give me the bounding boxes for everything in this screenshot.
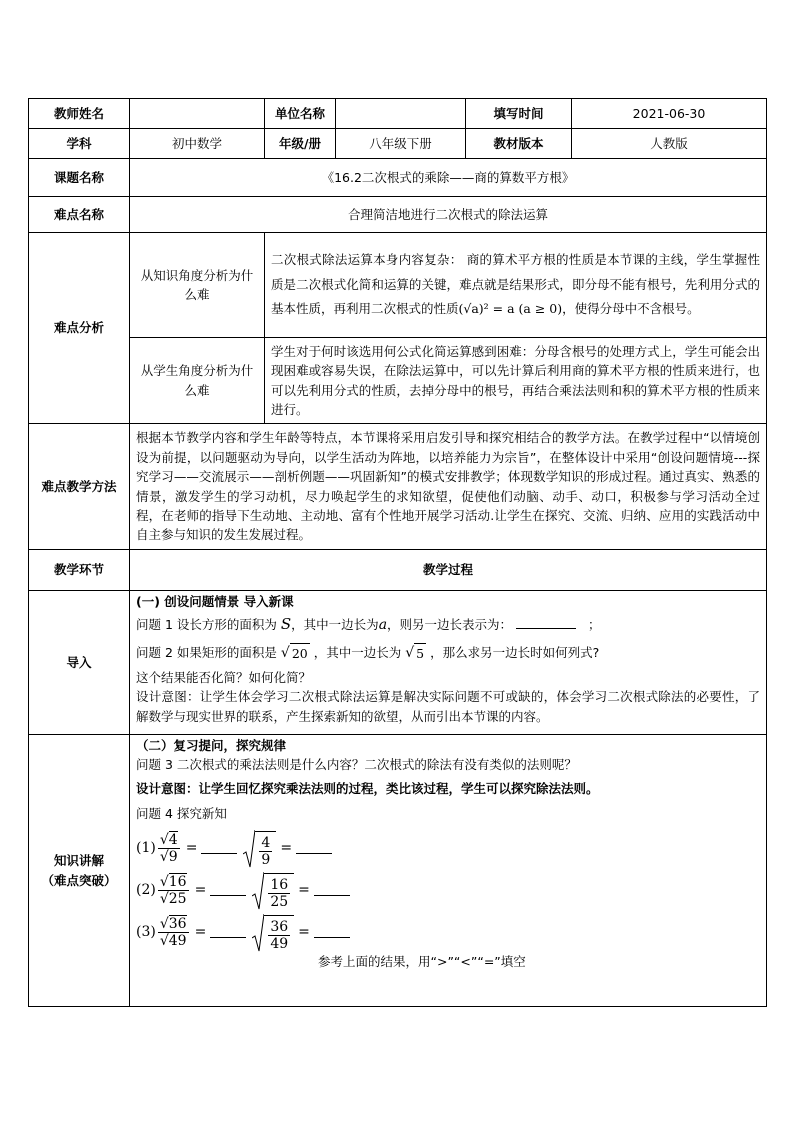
exercise-index: (3): [136, 923, 156, 940]
equals-sign: =: [280, 839, 293, 856]
exercise-index: (1): [136, 839, 156, 856]
unit-label: 单位名称: [265, 99, 336, 129]
question-4: 问题 4 探究新知: [136, 806, 227, 822]
knowledge-design: 设计意图：让学生回忆探究乘法法则的过程，类比该过程，学生可以探究除法法则。: [136, 780, 599, 796]
inner-denominator: 25: [270, 893, 289, 910]
analysis-row-knowledge: [29, 233, 767, 338]
radical-sign: [243, 830, 255, 868]
answer-blank: [314, 886, 350, 896]
sqrt-20: √ 20: [281, 643, 310, 665]
sqrt-20-radicand: 20: [290, 643, 310, 665]
inner-fraction: [268, 878, 290, 909]
knowledge-angle-label: 从知识角度分析为什么难: [130, 233, 265, 338]
exercise-item: [136, 830, 760, 868]
grade-value: 八年级下册: [336, 129, 466, 159]
knowledge-angle-text: [265, 233, 767, 338]
inner-fraction: [259, 836, 272, 867]
answer-blank: [210, 928, 246, 938]
q1-text-c: ，则另一边长表示为：: [387, 617, 513, 633]
fraction-denominator: √9: [159, 849, 178, 865]
numerator-radicand: 36: [168, 916, 187, 932]
knowledge-row: [29, 735, 767, 1007]
equals-sign: =: [298, 923, 310, 940]
fraction-denominator: √25: [159, 891, 187, 907]
sqrt-5: √ 5: [405, 643, 426, 665]
answer-blank: [296, 844, 332, 854]
exercise-list: [136, 830, 760, 952]
date-value: 2021-06-30: [572, 99, 767, 129]
topic-value: 《16.2二次根式的乘除——商的算数平方根》: [130, 159, 767, 197]
knowledge-label-line-1: 知识讲解: [53, 853, 104, 869]
sqrt-of-fraction: [243, 830, 276, 868]
knowledge-label: [29, 735, 130, 1007]
intro-question-2: [136, 643, 760, 665]
intro-label: 导入: [29, 591, 130, 735]
intro-question-1: [136, 613, 760, 637]
subject-label: 学科: [29, 129, 130, 159]
sqrt-fraction: [158, 875, 189, 906]
info-row-1: [29, 99, 767, 129]
inner-denominator: 49: [270, 935, 289, 952]
sqrt-5-radicand: 5: [414, 643, 426, 665]
radical-sign: [252, 872, 264, 910]
intro-design: 设计意图：让学生体会学习二次根式除法运算是解决实际问题不可或缺的，体会学习二次根式除法的必要性，了解数学与现实世界的联系，产生探索新知的欲望，从而引出本节课的内容。: [136, 689, 760, 724]
student-angle-label: 从学生角度分析为什么难: [130, 338, 265, 424]
unit-value: [336, 99, 466, 129]
q1-text-d: ；: [588, 617, 601, 633]
teacher-label: 教师姓名: [29, 99, 130, 129]
analysis-row-student: [29, 338, 767, 424]
sqrt-fraction: [158, 833, 180, 864]
inner-numerator: 4: [261, 834, 271, 851]
intro-question-3: 这个结果能否化简？如何化简？: [136, 669, 312, 685]
fraction-numerator: √16: [159, 874, 187, 890]
equals-sign: =: [298, 881, 310, 898]
answer-blank: [210, 886, 246, 896]
grade-label: 年级/册: [265, 129, 336, 159]
radical-content: [264, 915, 294, 951]
topic-label: 课题名称: [29, 159, 130, 197]
sqrt-of-fraction: [252, 914, 294, 952]
stage-header: 教学环节: [29, 550, 130, 591]
intro-heading: (一) 创设问题情景 导入新课: [136, 594, 294, 609]
sqrt-square-formula: (√a)² = a (a ≥ 0): [458, 301, 563, 317]
fraction-numerator: √36: [159, 916, 187, 932]
date-label: 填写时间: [466, 99, 572, 129]
exercise-note: 参考上面的结果，用“>”“<”“=”填空: [318, 953, 526, 969]
equals-sign: =: [194, 881, 207, 898]
q2-text-c: ，那么求另一边长时如何列式?: [430, 645, 600, 661]
q2-text-b: ，其中一边长为: [313, 645, 402, 661]
knowledge-heading: （二）复习提问，探究规律: [136, 738, 287, 753]
exercise-item: [136, 914, 760, 952]
q2-text-a: 问题 2 如果矩形的面积是: [136, 645, 277, 661]
subject-value: 初中数学: [130, 129, 265, 159]
teacher-value: [130, 99, 265, 129]
numerator-radicand: 16: [168, 874, 187, 890]
inner-numerator: 16: [270, 876, 289, 893]
fraction-denominator: √49: [159, 933, 187, 949]
inner-numerator: 36: [270, 918, 289, 935]
difficulty-label: 难点名称: [29, 197, 130, 233]
intro-content: [130, 591, 767, 735]
sqrt-fraction: [158, 917, 189, 948]
equals-sign: =: [185, 839, 198, 856]
lesson-plan-table: [28, 98, 767, 1007]
edition-value: 人教版: [572, 129, 767, 159]
exercise-index: (2): [136, 881, 156, 898]
topic-row: [29, 159, 767, 197]
var-s: S: [280, 615, 292, 634]
var-a: a: [378, 617, 388, 634]
denominator-radicand: 25: [168, 891, 187, 907]
inner-fraction: [268, 920, 290, 951]
radical-content: [264, 873, 294, 909]
knowledge-text-part-2: ，使得分母中不含根号。: [562, 301, 700, 317]
difficulty-row: [29, 197, 767, 233]
answer-blank: [314, 928, 350, 938]
inner-denominator: 9: [261, 851, 271, 868]
q1-text-b: ，其中一边长为: [291, 617, 379, 633]
knowledge-content: [130, 735, 767, 1007]
numerator-radicand: 4: [168, 832, 178, 848]
answer-blank: [516, 617, 576, 629]
process-header-row: [29, 550, 767, 591]
q1-text-a: 问题 1 设长方形的面积为: [136, 617, 277, 633]
question-3: 问题 3 二次根式的乘法法则是什么内容？二次根式的除法有没有类似的法则呢？: [136, 757, 577, 773]
edition-label: 教材版本: [466, 129, 572, 159]
process-header: 教学过程: [130, 550, 767, 591]
knowledge-text-part-1: 二次根式除法运算本身内容复杂： 商的算术平方根的性质是本节课的主线，学生掌握性质是二次根式化简和运算的关键，难点就是结果形式，即分母不能有根号，先利用分式的基本性质，再利用二次根式的性质: [271, 251, 760, 317]
denominator-radicand: 49: [168, 933, 187, 949]
radical-sign: [252, 914, 264, 952]
difficulty-value: 合理简洁地进行二次根式的除法运算: [130, 197, 767, 233]
sqrt-of-fraction: [252, 872, 294, 910]
knowledge-label-line-2: （难点突破）: [41, 872, 117, 888]
student-angle-text: 学生对于何时该选用何公式化简运算感到困难：分母含根号的处理方式上，学生可能会出现困难或容易失误，在除法运算中，可以先计算后利用商的算术平方根的性质来进行，也可以先利用分式的性质，去掉分母中的根号，再结合乘法法则和积的算术平方根的性质来进行。: [265, 338, 767, 424]
radical-content: [255, 831, 276, 867]
exercise-item: [136, 872, 760, 910]
info-row-2: [29, 129, 767, 159]
equals-sign: =: [194, 923, 207, 940]
method-row: [29, 424, 767, 550]
answer-blank: [201, 844, 237, 854]
analysis-label: 难点分析: [29, 233, 130, 424]
intro-row: [29, 591, 767, 735]
fraction-numerator: √4: [159, 832, 178, 848]
method-text: 根据本节教学内容和学生年龄等特点，本节课将采用启发引导和探究相结合的教学方法。在教学过程中“以情境创设为前提，以问题驱动为导向，以学生活动为阵地，以培养能力为宗旨”，在整体设计中采用“创设问题情境---探究学习——交流展示——剖析例题——巩固新知”的模式安排教学；体现数学知识的形成过程。通过真实、熟悉的情景，激发学生的学习动机，尽力唤起学生的求知欲望，促使他们动脑、动手、动口，积极参与学习活动全过程，在老师的指导下生动地、主动地、富有个性地开展学习活动.让学生在探究、交流、归纳、应用的实践活动中自主参与知识的发生发展过程。: [130, 424, 767, 550]
denominator-radicand: 9: [168, 849, 178, 865]
method-label: 难点教学方法: [29, 424, 130, 550]
